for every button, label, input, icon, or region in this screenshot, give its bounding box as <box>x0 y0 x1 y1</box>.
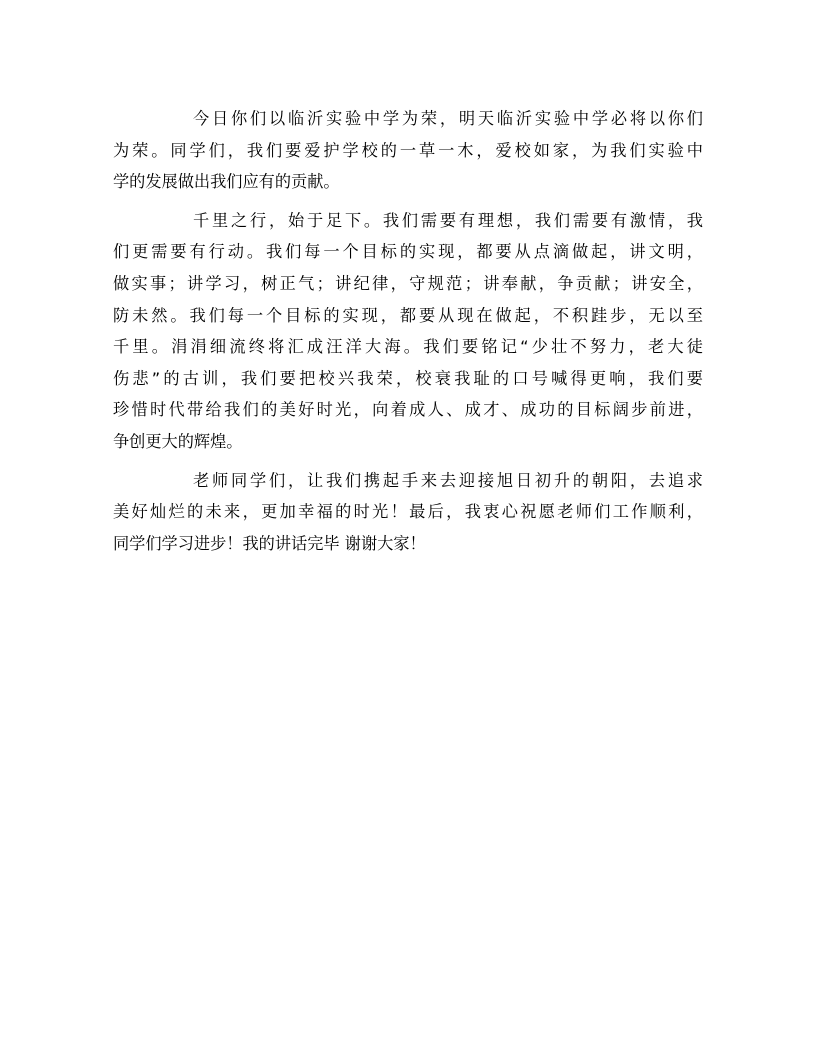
paragraph-line: 同学们学习进步！我的讲话完毕 谢谢大家！ <box>113 533 426 553</box>
paragraph-spacing <box>113 458 703 465</box>
speech-body <box>113 103 703 559</box>
paragraph-line: 防未然。我们每一个目标的实现，都要从现在做起，不积跬步，无以至 <box>113 305 703 325</box>
paragraph-line: 为荣。同学们，我们要爱护学校的一草一木，爱校如家，为我们实验中 <box>113 140 703 160</box>
paragraph-3 <box>113 465 703 560</box>
paragraph-line: 美好灿烂的未来，更加幸福的时光！最后，我衷心祝愿老师们工作顺利， <box>113 502 703 522</box>
paragraph-line: 珍惜时代带给我们的美好时光，向着成人、成才、成功的目标阔步前进， <box>113 400 703 420</box>
paragraph-spacing <box>113 198 703 205</box>
paragraph-2 <box>113 205 703 458</box>
paragraph-line: 老师同学们，让我们携起手来去迎接旭日初升的朝阳，去追求 <box>193 470 703 490</box>
paragraph-line: 今日你们以临沂实验中学为荣，明天临沂实验中学必将以你们 <box>193 109 703 128</box>
paragraph-line: 学的发展做出我们应有的贡献。 <box>113 172 340 192</box>
paragraph-1 <box>113 103 703 198</box>
paragraph-line: 千里之行，始于足下。我们需要有理想，我们需要有激情，我 <box>193 210 703 230</box>
paragraph-line: 伤悲”的古训，我们要把校兴我荣，校衰我耻的口号喊得更响，我们要 <box>113 368 703 388</box>
paragraph-line: 千里。涓涓细流终将汇成汪洋大海。我们要铭记“少壮不努力，老大徒 <box>113 337 703 357</box>
paragraph-line: 争创更大的辉煌。 <box>113 431 243 451</box>
paragraph-line: 做实事；讲学习，树正气；讲纪律，守规范；讲奉献，争贡献；讲安全， <box>113 273 703 293</box>
paragraph-line: 们更需要有行动。我们每一个目标的实现，都要从点滴做起，讲文明， <box>113 242 703 262</box>
